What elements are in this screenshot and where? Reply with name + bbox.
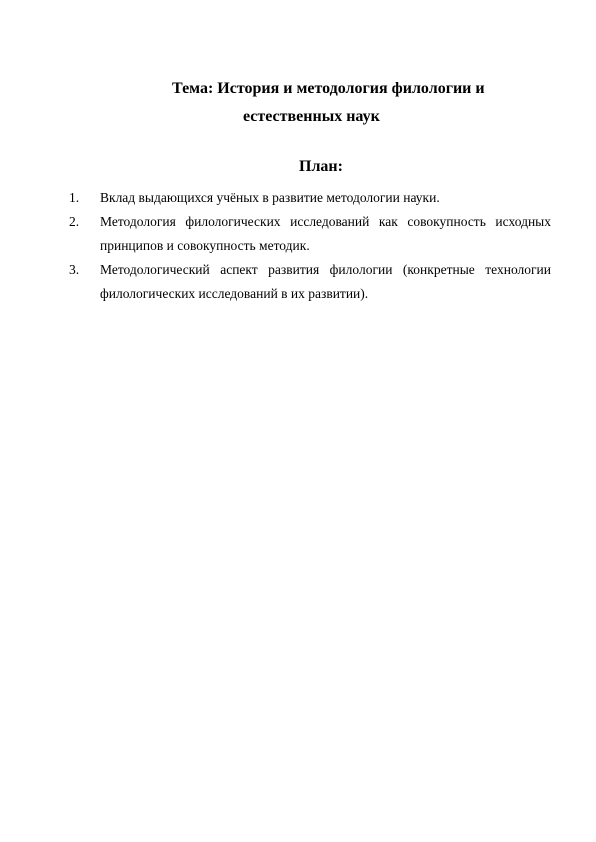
plan-list <box>0 186 596 306</box>
plan-item-text: Методологический аспект развития филологии (конкретные технологии филологических исследований в их развитии). <box>100 262 551 301</box>
document-title-line-1: Тема: История и методология филологии и <box>172 80 485 97</box>
plan-item-number: 3. <box>69 262 80 277</box>
plan-item <box>0 186 596 210</box>
document-title-line-2: естественных наук <box>243 108 380 125</box>
plan-item-number: 1. <box>69 190 80 205</box>
plan-item-number: 2. <box>69 214 80 229</box>
plan-item <box>0 210 596 258</box>
plan-item-text: Методология филологических исследований как совокупность исходных принципов и совокупность методик. <box>100 214 551 253</box>
plan-item <box>0 258 596 306</box>
plan-heading: План: <box>299 158 343 175</box>
plan-item-text: Вклад выдающихся учёных в развитие методологии науки. <box>100 190 440 205</box>
